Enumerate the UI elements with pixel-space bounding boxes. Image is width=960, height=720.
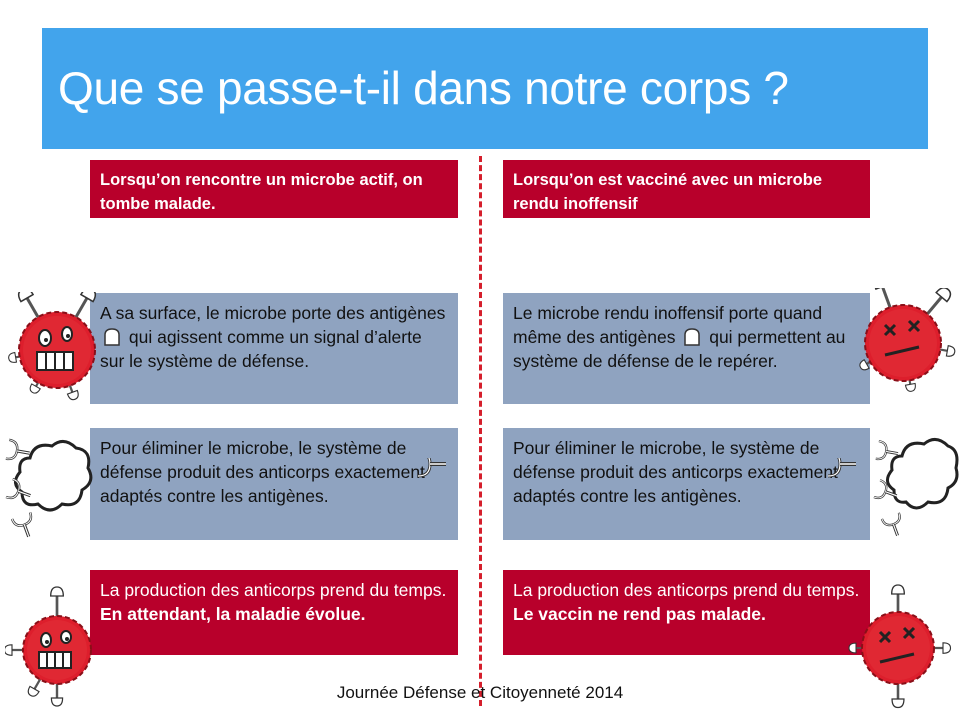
title-banner — [42, 28, 928, 149]
antibody-icon — [822, 458, 862, 482]
right-header: Lorsqu’on est vacciné avec un microbe rendu inoffensif — [503, 160, 870, 218]
left-timing-bold: En attendant, la maladie évolue. — [100, 604, 366, 624]
inactive-microbe-icon — [858, 288, 958, 398]
right-timing-plain: La production des anticorps prend du temps. — [513, 580, 860, 600]
left-antibodies-text: Pour éliminer le microbe, le système de défense produit des anticorps exactement adaptés contre les antigènes. — [90, 428, 458, 540]
cloud-microbe-icon — [868, 428, 960, 543]
right-timing-text — [503, 570, 870, 655]
cloud-microbe-icon — [0, 430, 95, 545]
slide-footer: Journée Défense et Citoyenneté 2014 — [336, 683, 624, 702]
slide-title: Que se passe-t-il dans notre corps ? — [58, 62, 789, 114]
right-antigens-after: qui permettent au système de défense de le repérer. — [513, 327, 846, 371]
left-header: Lorsqu’on rencontre un microbe actif, on tombe malade. — [90, 160, 458, 218]
right-antigens-text — [503, 293, 870, 404]
left-antigens-before: A sa surface, le microbe porte des antigènes — [100, 303, 446, 323]
left-antigens-after: qui agissent comme un signal d’alerte sur le système de défense. — [100, 327, 422, 371]
left-timing-text — [90, 570, 458, 655]
left-timing-plain: La production des anticorps prend du temps. — [100, 580, 447, 600]
antibody-icon — [412, 458, 452, 482]
right-timing-bold: Le vaccin ne rend pas malade. — [513, 604, 766, 624]
left-antigens-text — [90, 293, 458, 404]
center-divider — [479, 156, 482, 706]
right-antibodies-text: Pour éliminer le microbe, le système de défense produit des anticorps exactement adaptés contre les antigènes. — [503, 428, 870, 540]
angry-microbe-icon — [5, 292, 100, 402]
antigen-icon — [680, 327, 704, 347]
antigen-icon — [100, 327, 124, 347]
right-antigens-before: Le microbe rendu inoffensif porte quand même des antigènes — [513, 303, 823, 347]
